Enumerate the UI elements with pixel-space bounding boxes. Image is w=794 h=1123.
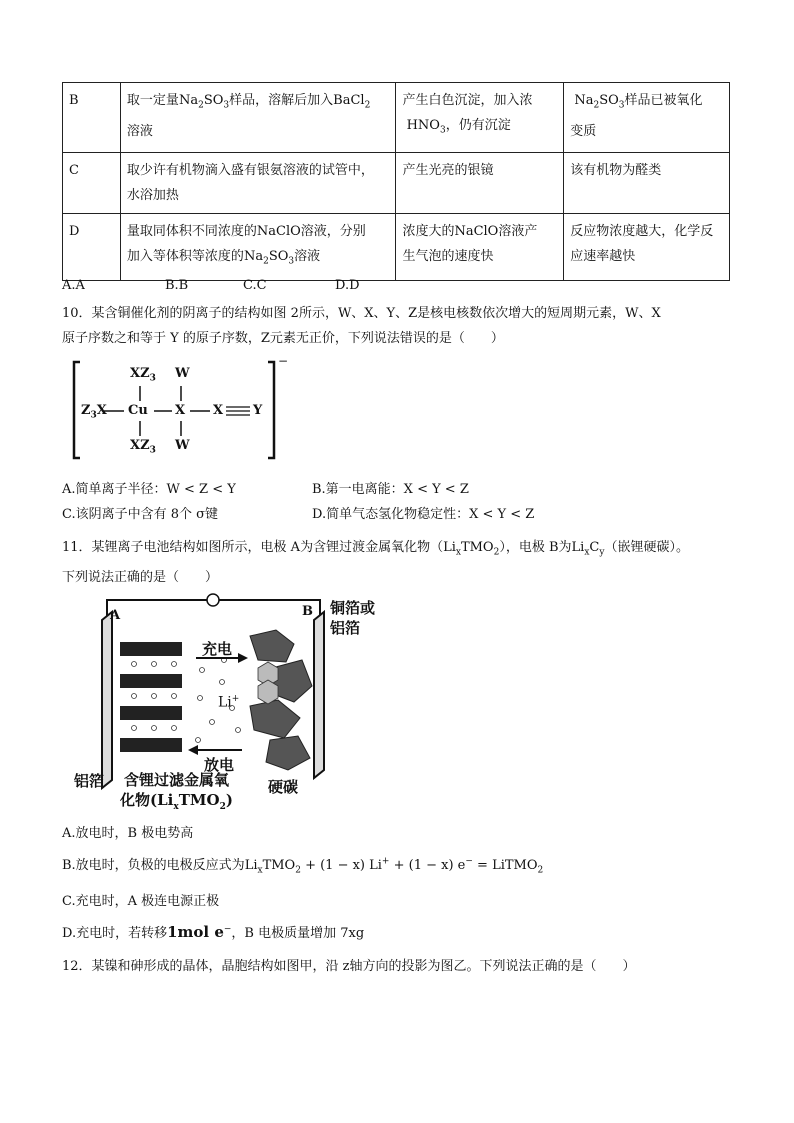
q11-stem-line1: 11．某锂离子电池结构如图所示，电极 A为含锂过渡金属氧化物$(Li_xTMO_2)$，电极 B为$Li_xC_y$（嵌锂硬碳）。 xyxy=(62,540,689,558)
table-row xyxy=(63,83,730,153)
q10-option-d[interactable]: D.简单气态氢化物稳定性：X < Y < Z xyxy=(312,507,535,522)
atom-label: $XZ_3$ xyxy=(130,438,156,456)
copper-foil-label: 铜箔或 铝箔 xyxy=(330,599,376,637)
conclusion-cell: $Na_2SO_3$样品已被氧化 变质 xyxy=(564,83,730,153)
q10-option-c[interactable]: C.该阴离子中含有 8个 σ键 xyxy=(62,507,219,522)
atom-label: $XZ_3$ xyxy=(130,366,156,384)
charge-label: − xyxy=(278,354,289,368)
row-label: D xyxy=(63,214,121,281)
row-label: B xyxy=(63,83,121,153)
operation-cell: 取一定量$Na_2SO_3$样品，溶解后加入BaCl$_2$ 溶液 xyxy=(120,83,396,153)
q9-option-b[interactable]: B.B xyxy=(165,278,189,293)
row-label: C xyxy=(63,153,121,214)
li-ion-label: Li+ xyxy=(218,694,240,711)
q9-option-c[interactable]: C.C xyxy=(243,278,267,293)
battery-figure xyxy=(62,590,382,816)
q11-option-a[interactable]: A.放电时，B 极电势高 xyxy=(62,826,194,841)
atom-label: $Z_3X$ xyxy=(81,403,107,421)
atom-label: X xyxy=(213,403,224,418)
atom-label: W xyxy=(175,366,190,381)
electrode-a-label: A xyxy=(110,608,121,623)
atom-label: Y xyxy=(253,403,263,418)
q10-stem-line2: 原子序数之和等于 Y 的原子序数，Z元素无正价，下列说法错误的是（ ） xyxy=(62,331,504,346)
q10-option-b[interactable]: B.第一电离能：X < Y < Z xyxy=(312,482,469,497)
phenomenon-cell: 浓度大的NaClO溶液产 生气泡的速度快 xyxy=(396,214,564,281)
q9-option-d[interactable]: D.D xyxy=(335,278,360,293)
table-row xyxy=(63,153,730,214)
q9-option-a[interactable]: A.A xyxy=(62,278,85,293)
atom-label: X xyxy=(175,403,186,418)
charge-label: 充电 xyxy=(202,640,233,658)
q11-option-b[interactable]: B.放电时，负极的电极反应式为$Li_xTMO_2 + (1 - x) Li^+ + (1 - x) e^-$ = LiTMO$_2$ xyxy=(62,856,544,876)
q11-option-d[interactable]: D.充电时，若转移1mol e−，B 电极质量增加 7xg xyxy=(62,923,365,941)
table-row xyxy=(63,214,730,281)
q12-stem: 12．某镍和砷形成的晶体，晶胞结构如图甲，沿 z轴方向的投影为图乙。下列说法正确的是（ ） xyxy=(62,959,636,974)
phenomenon-cell: 产生白色沉淀，加入浓 $HNO_3$，仍有沉淀 xyxy=(396,83,564,153)
anion-structure-diagram xyxy=(62,356,292,464)
q11-stem-line2: 下列说法正确的是（ ） xyxy=(62,570,219,585)
q11-option-c[interactable]: C.充电时，A 极连电源正极 xyxy=(62,894,220,909)
discharge-label: 放电 xyxy=(204,756,235,774)
hard-carbon-label: 硬碳 xyxy=(268,778,299,796)
conclusion-cell: 反应物浓度越大，化学反 应速率越快 xyxy=(564,214,730,281)
atom-label: W xyxy=(175,438,190,453)
operation-cell: 取少许有机物滴入盛有银氨溶液的试管中， 水浴加热 xyxy=(120,153,396,214)
operation-cell: 量取同体积不同浓度的NaClO溶液，分别 加入等体积等浓度的$Na_2SO_3$溶液 xyxy=(120,214,396,281)
conclusion-cell: 该有机物为醛类 xyxy=(564,153,730,214)
phenomenon-cell: 产生光亮的银镜 xyxy=(396,153,564,214)
atom-label: Cu xyxy=(128,403,148,418)
q10-option-a[interactable]: A.简单离子半径：W < Z < Y xyxy=(62,482,236,497)
oxide-label: 含锂过滤金属氧 化物$(Li_xTMO_2)$ xyxy=(120,771,233,812)
q10-stem-line1: 10．某含铜催化剂的阴离子的结构如图 2所示，W、X、Y、Z是核电核数依次增大的短周期元素，W、X xyxy=(62,306,661,321)
experiment-table xyxy=(62,82,730,281)
al-foil-label: 铝箔 xyxy=(74,772,105,790)
electrode-b-label: B xyxy=(302,604,313,619)
